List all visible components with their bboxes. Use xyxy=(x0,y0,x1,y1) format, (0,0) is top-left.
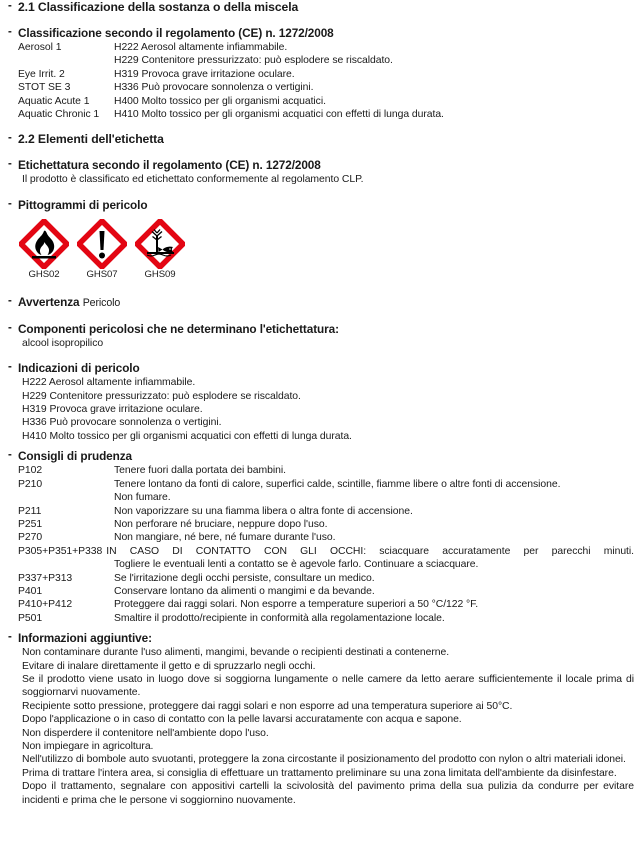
section-2-1 xyxy=(0,0,634,15)
precaution-code xyxy=(18,491,114,504)
table-row xyxy=(18,505,634,518)
spacer xyxy=(0,121,634,132)
precaution-code: P410+P412 xyxy=(18,599,73,611)
list-item: H229 Contenitore pressurizzato: può esplodere se riscaldato. xyxy=(22,390,301,402)
list-item: Se il prodotto viene usato in luogo dove si soggiorna lungamente o nelle camere da letto aerare sufficientemente il locale prima di soggiornarvi nuovamente. xyxy=(22,673,634,699)
labelling-title: Etichettatura secondo il regolamento (CE) n. 1272/2008 xyxy=(18,158,321,173)
list-item: Non impiegare in agricoltura. xyxy=(22,741,154,752)
hazard-statements-title-row xyxy=(0,361,634,376)
labelling-block xyxy=(0,158,634,186)
table-row xyxy=(18,108,634,121)
environment-icon xyxy=(135,219,185,269)
hazard-statement: H400 Molto tossico per gli organismi acquatici. xyxy=(114,95,326,107)
precaution-text: Non fumare. xyxy=(114,492,171,504)
classification-title-row xyxy=(0,26,634,41)
hazardous-components-block xyxy=(0,322,634,350)
classification-rows xyxy=(0,41,634,121)
hazard-statements-list xyxy=(0,376,634,443)
precaution-code: P210 xyxy=(18,478,43,490)
pictograms-title-row xyxy=(0,198,634,213)
precaution-text: Proteggere dai raggi solari. Non esporre a temperature superiori a 50 °C/122 °F. xyxy=(114,599,479,611)
table-row xyxy=(18,81,634,94)
pictogram-code: GHS02 xyxy=(28,268,60,280)
signal-word-label: Avvertenza xyxy=(18,294,80,309)
precautionary-statements-block xyxy=(0,449,634,625)
bullet-dash: - xyxy=(8,132,12,145)
spacer xyxy=(0,147,634,158)
table-row xyxy=(18,95,634,108)
classification-block xyxy=(0,26,634,121)
labelling-title-row xyxy=(0,158,634,173)
bullet-dash: - xyxy=(8,0,12,12)
pictogram-item xyxy=(76,219,128,281)
signal-word-row xyxy=(0,295,634,311)
precautionary-rows xyxy=(0,464,634,625)
precaution-text: Togliere le eventuali lenti a contatto se è agevole farlo. Continuare a sciacquare. xyxy=(114,559,479,571)
hazardous-components-title: Componenti pericolosi che ne determinano l'etichettatura: xyxy=(18,321,339,336)
precaution-text: Non mangiare, né bere, né fumare durante l'uso. xyxy=(114,532,336,544)
bullet-dash: - xyxy=(8,158,12,171)
pictograms-title: Pittogrammi di pericolo xyxy=(18,197,148,212)
section-2-2-title: 2.2 Elementi dell'etichetta xyxy=(18,132,164,147)
list-item: Non disperdere il contenitore nell'ambiente dopo l'uso. xyxy=(22,727,269,739)
table-row xyxy=(18,68,634,81)
hazard-class xyxy=(18,54,114,67)
hazard-statement: H229 Contenitore pressurizzato: può esplodere se riscaldato. xyxy=(114,55,393,67)
bullet-dash: - xyxy=(8,449,12,462)
hazard-statements-title: Indicazioni di pericolo xyxy=(18,361,140,376)
spacer xyxy=(0,15,634,26)
table-row xyxy=(18,491,634,504)
precaution-code: P501 xyxy=(18,612,43,624)
precaution-code: P102 xyxy=(18,465,43,477)
pictograms-block xyxy=(0,198,634,281)
precaution-text: Conservare lontano da alimenti o mangimi e da bevande. xyxy=(114,585,375,597)
list-item: Prima di trattare l'intera area, si consiglia di effettuare un trattamento preliminare su una zona limitata dell'ambiente da disinfestare. xyxy=(22,767,617,779)
precaution-text: IN CASO DI CONTATTO CON GLI OCCHI: sciacquare accuratamente per parecchi minuti. xyxy=(106,545,634,557)
precaution-code: P401 xyxy=(18,585,43,597)
precaution-text: Se l'irritazione degli occhi persiste, consultare un medico. xyxy=(114,572,375,584)
section-2-2 xyxy=(0,132,634,147)
additional-information-title-row xyxy=(0,631,634,646)
list-item: H222 Aerosol altamente infiammabile. xyxy=(22,377,196,389)
signal-word-value: Pericolo xyxy=(82,296,121,309)
hazard-statement: H410 Molto tossico per gli organismi acquatici con effetti di lunga durata. xyxy=(114,109,444,121)
bullet-dash: - xyxy=(8,631,12,644)
hazard-statements-block xyxy=(0,361,634,443)
exclamation-mark-icon xyxy=(77,219,127,269)
pictogram-item xyxy=(18,219,70,281)
precaution-code: P211 xyxy=(18,505,42,517)
table-row xyxy=(18,54,634,67)
hazardous-component-item: alcool isopropilico xyxy=(22,337,104,349)
list-item: H336 Può provocare sonnolenza o vertigini. xyxy=(22,417,222,429)
additional-information-title: Informazioni aggiuntive: xyxy=(18,631,152,646)
precaution-code: P305+P351+P338 xyxy=(18,545,103,557)
hazard-class: Aquatic Acute 1 xyxy=(18,95,90,107)
precaution-code: P270 xyxy=(18,532,43,544)
table-row xyxy=(18,612,634,625)
bullet-dash: - xyxy=(8,197,12,210)
table-row xyxy=(18,518,634,531)
section-2-2-title-row xyxy=(0,132,634,147)
list-item: Non contaminare durante l'uso alimenti, mangimi, bevande o recipienti destinati a contenerne. xyxy=(22,647,450,659)
bullet-dash: - xyxy=(8,294,12,307)
hazard-statement: H319 Provoca grave irritazione oculare. xyxy=(114,68,295,80)
pictogram-item xyxy=(134,219,186,281)
bullet-dash: - xyxy=(8,321,12,334)
hazard-class: Aerosol 1 xyxy=(18,42,62,53)
table-row xyxy=(18,598,634,611)
table-row xyxy=(18,558,634,571)
section-2-1-title-row xyxy=(0,0,634,15)
precaution-text: Non perforare né bruciare, neppure dopo l'uso. xyxy=(114,518,328,530)
spacer xyxy=(0,187,634,198)
list-item: Nell'utilizzo di bombole auto svuotanti, proteggere la zona circostante il posizionamento del prodotto con nylon o altri materiali idonei. xyxy=(22,754,626,766)
hazard-statement: H336 Può provocare sonnolenza o vertigini. xyxy=(114,82,314,94)
precaution-code: P251 xyxy=(18,518,43,530)
spacer xyxy=(0,281,634,295)
labelling-text: Il prodotto è classificato ed etichettato conformemente al regolamento CLP. xyxy=(22,174,364,186)
precaution-code: P337+P313 xyxy=(18,572,73,584)
list-item: H319 Provoca grave irritazione oculare. xyxy=(22,404,203,416)
table-row xyxy=(18,478,634,491)
hazard-statement: H222 Aerosol altamente infiammabile. xyxy=(114,42,288,53)
hazardous-components-title-row xyxy=(0,322,634,337)
table-row xyxy=(18,464,634,477)
list-item: Dopo il trattamento, segnalare con appositivi cartelli la scivolosità del pavimento prima della sua pulizia da condurre per evitare incidenti e prima che le persone vi soggiornino nuovamente. xyxy=(22,781,634,806)
table-row xyxy=(18,41,634,54)
additional-information-list xyxy=(0,646,634,807)
spacer xyxy=(0,311,634,322)
pictogram-code: GHS09 xyxy=(144,268,176,280)
bullet-dash: - xyxy=(8,361,12,374)
flame-icon xyxy=(19,219,69,269)
pictogram-code: GHS07 xyxy=(86,268,118,280)
precaution-text: Tenere lontano da fonti di calore, superfici calde, scintille, fiamme libere o altre fonti di accensione. xyxy=(114,478,561,490)
precautionary-statements-title: Consigli di prudenza xyxy=(18,449,133,464)
list-item: H410 Molto tossico per gli organismi acquatici con effetti di lunga durata. xyxy=(22,430,352,442)
hazard-class: STOT SE 3 xyxy=(18,82,71,94)
precautionary-statements-title-row xyxy=(0,449,634,464)
precaution-text: Non vaporizzare su una fiamma libera o altra fonte di accensione. xyxy=(114,505,413,517)
hazard-class: Aquatic Chronic 1 xyxy=(18,109,100,121)
precaution-text: Tenere fuori dalla portata dei bambini. xyxy=(114,465,286,477)
list-item: Evitare di inalare direttamente il getto e di spruzzarlo negli occhi. xyxy=(22,660,316,672)
classification-title: Classificazione secondo il regolamento (CE) n. 1272/2008 xyxy=(18,26,334,40)
table-row xyxy=(18,572,634,585)
section-2-1-title: 2.1 Classificazione della sostanza o della miscela xyxy=(18,0,299,14)
precaution-code xyxy=(18,558,114,571)
hazard-class: Eye Irrit. 2 xyxy=(18,68,65,80)
precaution-text: Smaltire il prodotto/recipiente in conformità alla regolamentazione locale. xyxy=(114,612,445,624)
bullet-dash: - xyxy=(8,26,12,38)
spacer xyxy=(0,350,634,361)
additional-information-block xyxy=(0,631,634,807)
list-item: Dopo l'applicazione o in caso di contatto con la pelle lavarsi accuratamente con acqua e sapone. xyxy=(22,714,462,726)
list-item: Recipiente sotto pressione, proteggere dai raggi solari e non esporre ad una temperatura superiore ai 50°C. xyxy=(22,700,513,712)
table-row xyxy=(18,545,634,558)
pictogram-list xyxy=(0,219,634,281)
table-row xyxy=(18,531,634,544)
signal-word-block xyxy=(0,295,634,311)
table-row xyxy=(18,585,634,598)
